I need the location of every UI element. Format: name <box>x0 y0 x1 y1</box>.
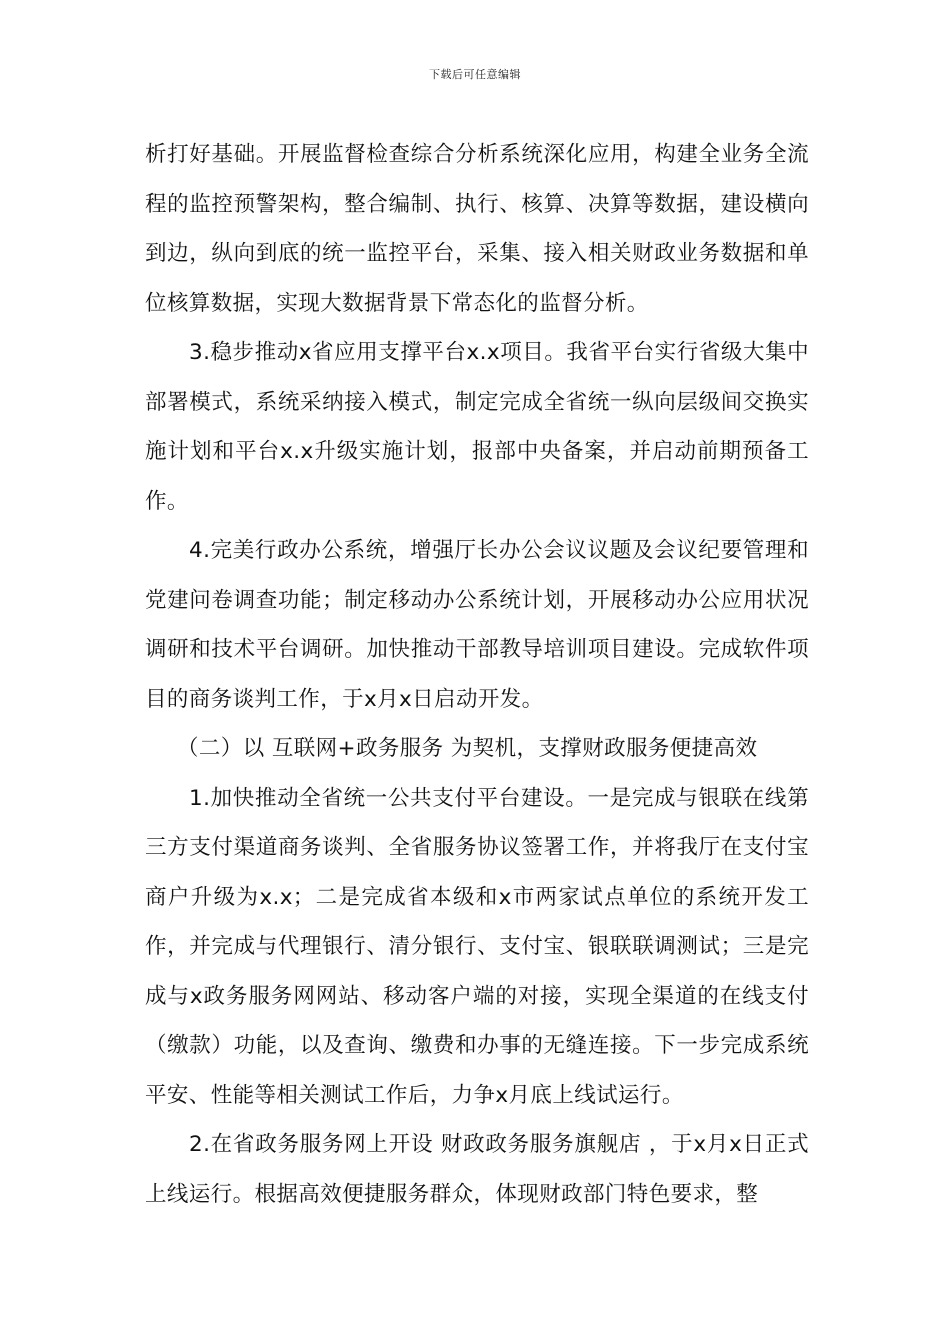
page-header: 下载后可任意编辑 <box>429 68 521 81</box>
document-body <box>145 130 809 1219</box>
paragraph-item-4: 4.完美行政办公系统，增强厅长办公会议议题及会议纪要管理和党建问卷调查功能；制定移动办公系统计划，开展移动办公应用状况调研和技术平台调研。加快推动干部教导培训项目建设。完成软件项目的商务谈判工作，于x月x日启动开发。 <box>145 538 809 712</box>
paragraph-item-1: 1.加快推动全省统一公共支付平台建设。一是完成与银联在线第三方支付渠道商务谈判、全省服务协议签署工作，并将我厅在支付宝商户升级为x.x；二是完成省本级和x市两家试点单位的系统开发工作，并完成与代理银行、清分银行、支付宝、银联联调测试；三是完成与x政务服务网网站、移动客户端的对接，实现全渠道的在线支付（缴款）功能，以及查询、缴费和办事的无缝连接。下一步完成系统平安、性能等相关测试工作后，力争x月底上线试运行。 <box>145 785 809 1108</box>
section-heading: （二）以 互联网+政务服务 为契机，支撑财政服务便捷高效 <box>177 736 758 761</box>
paragraph-item-2: 2.在省政务服务网上开设 财政政务服务旗舰店 ，于x月x日正式上线运行。根据高效便捷服务群众，体现财政部门特色要求，整 <box>145 1132 809 1207</box>
paragraph-item-3: 3.稳步推动x省应用支撑平台x.x项目。我省平台实行省级大集中部署模式，系统采纳接入模式，制定完成全省统一纵向层级间交换实施计划和平台x.x升级实施计划，报部中央备案，并启动前期预备工作。 <box>145 340 809 514</box>
paragraph-continued: 析打好基础。开展监督检查综合分析系统深化应用，构建全业务全流程的监控预警架构，整合编制、执行、核算、决算等数据，建设横向到边，纵向到底的统一监控平台，采集、接入相关财政业务数据和单位核算数据，实现大数据背景下常态化的监督分析。 <box>145 142 809 316</box>
